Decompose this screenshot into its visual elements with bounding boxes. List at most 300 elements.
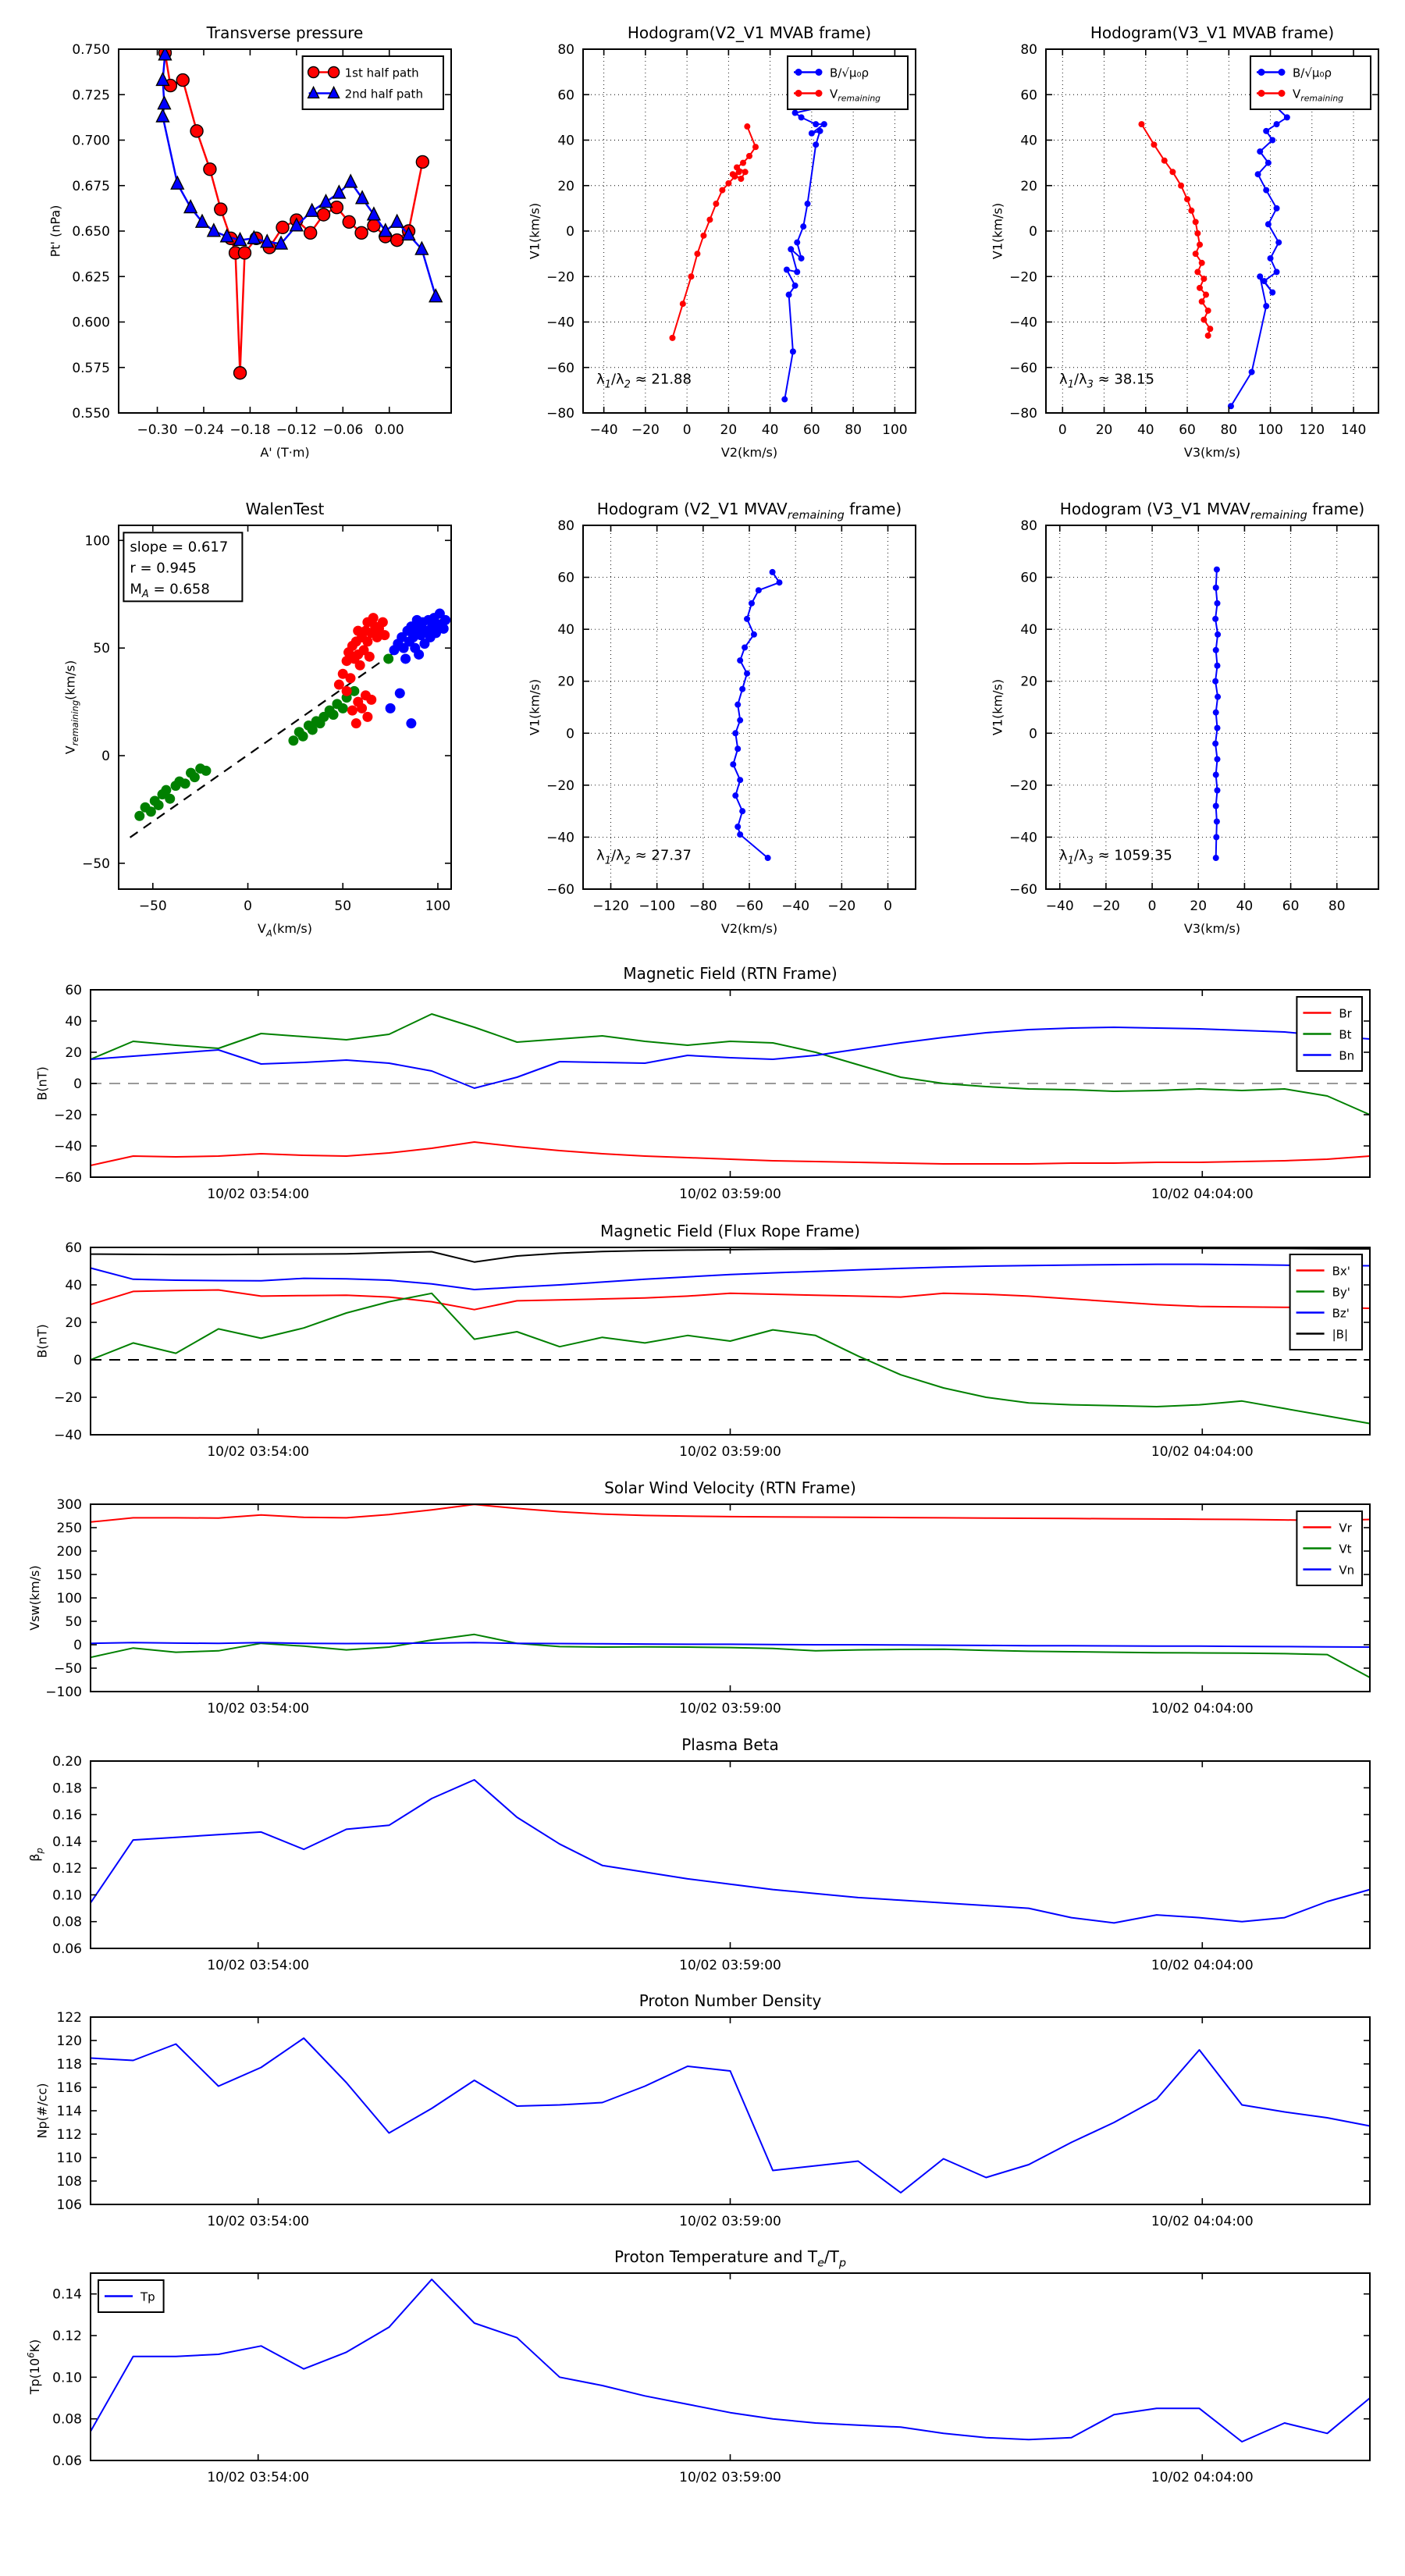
y-tick-label: −20 [54, 1390, 82, 1406]
dot-marker [406, 718, 416, 728]
dot-marker [817, 128, 823, 134]
triangle-marker [391, 215, 404, 227]
legend-label: B/√μ₀ρ [830, 66, 869, 80]
y-tick-label: 100 [84, 533, 110, 550]
dot-marker [1194, 269, 1200, 275]
dot-marker [1257, 273, 1263, 279]
series-bn [91, 1027, 1370, 1088]
y-tick-label: 118 [56, 2057, 82, 2073]
stats-box [123, 532, 242, 601]
y-tick-label: 0 [1029, 726, 1037, 742]
dot-marker [383, 653, 393, 664]
x-tick-label: 100 [425, 898, 451, 914]
y-tick-label: −50 [54, 1661, 82, 1677]
legend-frame [303, 56, 443, 109]
y-axis-label: V1(km/s) [990, 202, 1005, 260]
series-b-sqrt-mu0-rho [730, 569, 782, 861]
y-tick-label: 114 [56, 2104, 82, 2119]
x-tick-label: −100 [638, 898, 676, 914]
dot-marker [180, 778, 190, 788]
x-tick-label: 10/02 03:54:00 [207, 1958, 310, 1973]
legend-label: By' [1332, 1285, 1350, 1300]
dot-marker [414, 649, 424, 660]
annotation: $\lambda_1/\lambda_2 \approx 27.37$ [596, 847, 692, 867]
x-tick-label: 140 [1340, 422, 1367, 438]
legend-label: Bn [1339, 1048, 1355, 1063]
dot-marker [347, 706, 357, 716]
y-axis-label: V1(km/s) [527, 678, 542, 736]
y-tick-label: 50 [65, 1614, 82, 1630]
dot-marker [1199, 298, 1205, 304]
panel-walen-test [63, 500, 452, 938]
x-tick-label: 10/02 03:59:00 [679, 1187, 781, 1202]
legend [1297, 1511, 1362, 1585]
dot-marker [1213, 647, 1219, 653]
panel-solar-wind-velocity [27, 1478, 1370, 1717]
dot-marker [805, 201, 811, 207]
panel-title: Hodogram (V2_V1 $MVAV_{remaining}$ frame) [596, 500, 902, 522]
dot-marker [379, 630, 389, 640]
x-tick-label: 10/02 03:59:00 [679, 1701, 781, 1717]
dot-marker [1215, 788, 1221, 794]
y-tick-label: 0 [73, 1076, 82, 1092]
dot-marker [742, 169, 749, 175]
dot-marker [1214, 567, 1220, 573]
y-tick-label: 0.06 [52, 2453, 82, 2469]
y-tick-label: −40 [1009, 830, 1037, 846]
circle-marker [276, 221, 289, 233]
legend-label: Tp [140, 2290, 155, 2304]
dot-marker [1193, 219, 1199, 225]
circle-marker [416, 155, 429, 168]
dot-marker [821, 121, 827, 127]
y-tick-label: 0.750 [72, 42, 110, 58]
dot-marker [338, 703, 348, 713]
dot-marker [765, 855, 771, 861]
dot-marker [351, 718, 361, 728]
dot-marker [740, 160, 746, 166]
y-tick-label: 80 [1020, 518, 1037, 534]
triangle-marker [158, 97, 170, 109]
y-tick-label: 60 [1020, 87, 1037, 104]
triangle-marker [306, 204, 318, 216]
panel-title: Hodogram(V3_V1 MVAB frame) [1090, 23, 1335, 42]
dot-marker [134, 811, 144, 821]
x-axis-label: $V_A(km/s)$ [258, 921, 312, 939]
series-line [91, 2038, 1370, 2193]
panel-title: Proton Temperature and $T_e/T_p$ [614, 2247, 847, 2270]
legend [1290, 1254, 1362, 1350]
dot-marker [1205, 308, 1211, 314]
y-tick-label: 120 [56, 2033, 82, 2049]
ticks [54, 983, 1370, 1202]
panel-mag-field-rtn [35, 964, 1371, 1202]
dot-marker [794, 240, 800, 246]
series-line [91, 1265, 1370, 1290]
axes-box [583, 525, 916, 889]
dot-marker [334, 680, 344, 690]
x-tick-label: 80 [1220, 422, 1238, 438]
y-tick-label: −40 [546, 830, 574, 846]
dot-marker [744, 671, 750, 677]
x-tick-label: −20 [827, 898, 856, 914]
y-tick-label: −20 [1009, 269, 1037, 286]
y-tick-label: 60 [1020, 570, 1037, 586]
y-tick-label: 0.600 [72, 315, 110, 331]
y-axis-label: B(nT) [34, 1066, 50, 1101]
dot-marker [784, 267, 790, 273]
legend-frame [1290, 1254, 1362, 1350]
y-tick-label: −80 [1009, 406, 1037, 422]
x-tick-label: −20 [1091, 898, 1120, 914]
y-tick-label: 20 [1020, 178, 1037, 194]
dot-marker [1212, 741, 1218, 747]
y-tick-label: 300 [56, 1497, 82, 1513]
y-tick-label: 0.725 [72, 87, 110, 104]
circle-marker [308, 67, 319, 78]
legend [1297, 997, 1362, 1071]
panel-title: Magnetic Field (Flux Rope Frame) [600, 1222, 860, 1240]
dot-marker [809, 130, 815, 137]
dot-marker [735, 745, 741, 752]
dot-marker [1213, 585, 1219, 591]
dot-marker [795, 69, 802, 76]
x-tick-label: 10/02 04:04:00 [1151, 1187, 1254, 1202]
x-tick-label: 0 [1058, 422, 1067, 438]
dot-marker [1188, 208, 1194, 214]
dot-marker [1265, 160, 1272, 166]
x-tick-label: 20 [720, 422, 738, 438]
y-tick-label: 0 [73, 1353, 82, 1368]
dot-marker [813, 141, 819, 148]
circle-marker [234, 367, 247, 379]
series-line [733, 572, 779, 858]
series-line [91, 1780, 1370, 1923]
y-tick-label: 20 [65, 1045, 82, 1061]
panel-proton-temperature [25, 2247, 1370, 2485]
y-tick-label: 40 [557, 133, 574, 149]
legend-label: Vn [1339, 1563, 1355, 1578]
annotation: $\lambda_1/\lambda_2 \approx 21.88$ [596, 371, 692, 391]
y-axis-label: V1(km/s) [527, 202, 542, 260]
ticks [52, 2273, 1370, 2485]
y-tick-label: 60 [65, 983, 82, 998]
dot-marker [1194, 230, 1200, 237]
dot-marker [1178, 183, 1184, 189]
y-axis-label: Vsw(km/s) [27, 1565, 42, 1631]
grid [1046, 525, 1378, 889]
dot-marker [1197, 241, 1203, 247]
dot-marker [813, 121, 819, 127]
y-tick-label: −60 [54, 1170, 82, 1186]
series-second-half-points [386, 609, 451, 729]
y-tick-label: 0.08 [52, 1914, 82, 1930]
panel-title: Proton Number Density [638, 1991, 822, 2010]
x-tick-label: 10/02 03:54:00 [207, 2470, 310, 2485]
dot-marker [713, 201, 719, 207]
y-tick-label: 100 [56, 1591, 82, 1606]
x-tick-label: −40 [1045, 898, 1074, 914]
x-tick-label: 100 [1257, 422, 1283, 438]
panel-transverse-pressure [48, 23, 452, 460]
series-v-remaining [669, 123, 759, 341]
dot-marker [1258, 69, 1265, 76]
x-tick-label: 0 [244, 898, 252, 914]
legend-label: 2nd half path [344, 87, 423, 101]
y-tick-label: −20 [54, 1108, 82, 1123]
y-tick-label: 116 [56, 2080, 82, 2096]
panel-mag-field-flux-rope [35, 1222, 1371, 1460]
dot-marker [749, 600, 755, 607]
x-axis-label: V2(km/s) [720, 445, 778, 460]
dot-marker [770, 569, 776, 575]
panel-hodogram-v3v1-mvab [991, 23, 1379, 460]
dot-marker [419, 639, 429, 649]
stats-line: r = 0.945 [130, 560, 197, 577]
stats-line: slope = 0.617 [130, 539, 229, 556]
triangle-marker [208, 224, 220, 237]
dot-marker [1193, 251, 1199, 257]
dot-marker [1215, 756, 1221, 763]
series-line [91, 1027, 1370, 1088]
dot-marker [737, 777, 743, 783]
y-tick-label: −40 [546, 315, 574, 331]
ticks [57, 2010, 1370, 2229]
x-tick-label: 0 [884, 898, 892, 914]
y-tick-label: −60 [1009, 882, 1037, 898]
series-layer [730, 569, 782, 861]
dot-marker [1213, 772, 1219, 778]
dot-marker [400, 653, 411, 664]
dot-marker [1274, 269, 1280, 275]
y-tick-label: 80 [557, 42, 574, 58]
dot-marker [1213, 710, 1219, 716]
triangle-marker [171, 176, 183, 189]
ticks [54, 1240, 1370, 1460]
series-b-sqrt-mu0-rho [1228, 80, 1290, 410]
circle-marker [355, 226, 368, 239]
x-tick-label: 40 [761, 422, 779, 438]
series-vt [91, 1635, 1370, 1678]
dot-marker [1184, 196, 1190, 202]
x-tick-label: −0.12 [276, 422, 317, 438]
dot-marker [730, 171, 736, 177]
x-tick-label: −0.18 [229, 422, 271, 438]
x-tick-label: 80 [845, 422, 862, 438]
y-tick-label: 0.16 [52, 1807, 82, 1823]
x-tick-label: 10/02 04:04:00 [1151, 2214, 1254, 2229]
y-tick-label: 0.12 [52, 2329, 82, 2344]
legend [303, 56, 443, 109]
dot-marker [431, 628, 441, 638]
x-tick-label: 10/02 04:04:00 [1151, 1958, 1254, 1973]
series-layer [130, 609, 451, 838]
legend-label: Bx' [1332, 1264, 1350, 1279]
series-line [1142, 124, 1211, 336]
y-tick-label: −80 [546, 406, 574, 422]
dot-marker [756, 587, 762, 593]
y-tick-label: 40 [557, 622, 574, 639]
x-tick-label: −0.06 [322, 422, 364, 438]
circle-marker [343, 215, 355, 228]
dot-marker [1197, 285, 1203, 291]
x-tick-label: −0.30 [137, 422, 178, 438]
annotation: $\lambda_1/\lambda_3 \approx 1059.35$ [1059, 847, 1172, 867]
series-layer [1212, 567, 1221, 861]
dot-marker [1263, 187, 1269, 194]
y-tick-label: 60 [557, 570, 574, 586]
series-b-sqrt-mu0-rho [781, 78, 829, 403]
dot-marker [746, 153, 752, 159]
dot-marker [1212, 616, 1218, 622]
x-tick-label: −50 [138, 898, 167, 914]
circle-marker [304, 226, 317, 239]
legend-label: Vt [1339, 1542, 1352, 1557]
ticks [52, 1754, 1370, 1973]
dot-marker [298, 731, 308, 742]
dot-marker [1269, 137, 1275, 144]
panel-hodogram-v3v1-mvav [991, 500, 1379, 936]
dot-marker [781, 397, 788, 403]
dot-marker [799, 114, 805, 120]
dot-marker [816, 90, 823, 97]
y-tick-label: 0 [73, 1638, 82, 1653]
dot-marker [329, 710, 339, 720]
y-tick-label: 20 [557, 178, 574, 194]
panel-title: Hodogram(V2_V1 MVAB frame) [627, 23, 872, 42]
dot-marker [816, 69, 823, 76]
y-tick-label: 200 [56, 1544, 82, 1560]
y-tick-label: −20 [546, 777, 574, 794]
y-tick-label: 0.18 [52, 1781, 82, 1797]
dot-marker [725, 180, 731, 187]
y-tick-label: 50 [93, 641, 110, 657]
circle-marker [238, 247, 251, 259]
series-bx [91, 1290, 1370, 1310]
dot-marker [1265, 221, 1272, 227]
dot-marker [700, 233, 706, 239]
legend-label: Vr [1339, 1521, 1352, 1535]
axes-box [91, 2273, 1370, 2460]
series-layer [669, 78, 829, 403]
legend-label: Bz' [1332, 1306, 1350, 1321]
y-axis-label: $Tp(10^6K)$ [25, 2339, 42, 2395]
y-tick-label: −60 [546, 882, 574, 898]
y-axis-label: $V_{remaining}(km/s)$ [62, 660, 80, 755]
dot-marker [1249, 369, 1255, 375]
dot-marker [1268, 255, 1274, 262]
y-tick-label: −100 [45, 1685, 82, 1700]
y-tick-label: 0.650 [72, 224, 110, 240]
panel-proton-density [35, 1991, 1371, 2229]
legend [788, 56, 908, 109]
x-tick-label: 10/02 03:54:00 [207, 1187, 310, 1202]
dot-marker [1213, 834, 1219, 840]
dot-marker [1215, 663, 1221, 669]
dot-marker [190, 772, 200, 782]
dot-marker [737, 657, 743, 664]
dot-marker [1203, 292, 1209, 298]
dot-marker [788, 246, 794, 252]
panel-hodogram-v2v1-mvab [528, 23, 916, 460]
dot-marker [688, 273, 694, 279]
dot-marker [739, 808, 745, 814]
y-tick-label: 80 [1020, 42, 1037, 58]
x-tick-label: 10/02 03:59:00 [679, 1444, 781, 1460]
series-line [91, 1293, 1370, 1424]
triangle-marker [320, 195, 333, 208]
circle-marker [190, 125, 203, 137]
dot-marker [1207, 326, 1213, 332]
legend-label: Bt [1339, 1027, 1352, 1042]
x-tick-label: 10/02 04:04:00 [1151, 2470, 1254, 2485]
circle-marker [329, 67, 340, 78]
dot-marker [1213, 802, 1219, 809]
series-layer [91, 1014, 1370, 1165]
x-tick-label: −40 [781, 898, 810, 914]
x-tick-label: 80 [1328, 898, 1346, 914]
dot-marker [744, 123, 750, 130]
dot-marker [1274, 121, 1280, 127]
y-tick-label: 0.20 [52, 1754, 82, 1770]
panel-title: Solar Wind Velocity (RTN Frame) [604, 1478, 856, 1497]
dot-marker [1138, 121, 1144, 127]
y-tick-label: 0.675 [72, 178, 110, 194]
dot-marker [1279, 90, 1286, 97]
dot-marker [737, 831, 743, 838]
series-line [91, 1142, 1370, 1165]
dot-marker [1263, 128, 1269, 134]
x-axis-label: V3(km/s) [1183, 445, 1241, 460]
dot-marker [751, 632, 757, 638]
legend-label: |B| [1332, 1327, 1349, 1342]
series-br [91, 1142, 1370, 1165]
x-tick-label: 40 [1236, 898, 1254, 914]
x-tick-label: 10/02 03:54:00 [207, 2214, 310, 2229]
triangle-marker [156, 73, 169, 85]
series-v-remaining [1138, 121, 1213, 339]
x-tick-label: −60 [735, 898, 763, 914]
dot-marker [786, 292, 792, 298]
y-tick-label: 40 [65, 1278, 82, 1293]
circle-marker [318, 208, 330, 221]
y-tick-label: −40 [1009, 315, 1037, 331]
series-layer [91, 2279, 1370, 2442]
axes-box [91, 1761, 1370, 1948]
dot-marker [799, 255, 805, 262]
legend [1250, 56, 1371, 109]
series-layer [91, 1780, 1370, 1923]
legend [98, 2280, 164, 2312]
x-tick-label: 20 [1190, 898, 1208, 914]
dot-marker [776, 579, 782, 585]
dot-marker [1275, 240, 1282, 246]
panel-title: Plasma Beta [681, 1735, 779, 1754]
x-tick-label: 10/02 03:59:00 [679, 1958, 781, 1973]
y-tick-label: 60 [65, 1240, 82, 1256]
y-axis-label: V1(km/s) [990, 678, 1005, 736]
dot-marker [744, 616, 750, 622]
legend-label: 1st half path [344, 66, 419, 80]
series-beta-p [91, 1780, 1370, 1923]
dot-marker [738, 176, 744, 182]
dot-marker [395, 688, 405, 699]
panel-title: WalenTest [245, 500, 325, 518]
dot-marker [735, 824, 741, 830]
legend-label: $V_{remaining}$ [830, 87, 881, 104]
y-tick-label: 0.550 [72, 406, 110, 422]
series-tp [91, 2279, 1370, 2442]
